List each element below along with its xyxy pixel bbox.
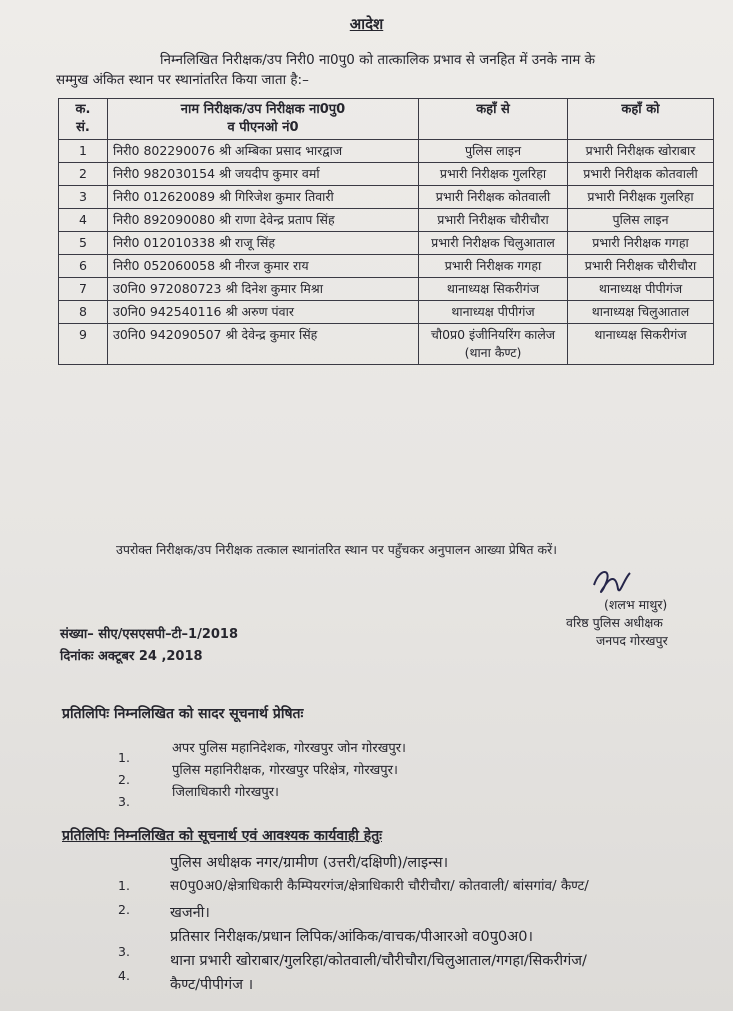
copy2-line-2: स0पु0अ0/क्षेत्राधिकारी कैम्पियरगंज/क्षेत्राधिकारी चौरीचौरा/ कोतवाली/ बांसगांव/ कैण्ट/ (170, 878, 589, 894)
copy2-line-5: थाना प्रभारी खोराबार/गुलरिहा/कोतवाली/चौरीचौरा/चिलुआताल/गगहा/सिकरीगंज/ (170, 953, 587, 969)
row-from-posting: थानाध्यक्ष सिकरीगंज (419, 278, 568, 301)
signatory-name: (शलभ माथुर) (604, 597, 668, 612)
header-name-line-1: नाम निरीक्षक/उप निरीक्षक ना0पु0 (180, 102, 346, 117)
row-officer-name: निरी0 012620089 श्री गिरिजेश कुमार तिवारी (108, 186, 419, 209)
row-from-posting: प्रभारी निरीक्षक कोतवाली (419, 186, 568, 209)
header-to: कहाँ को (568, 99, 714, 140)
row-serial: 8 (59, 301, 108, 324)
row-from-posting: चौ0प्र0 इंजीनियरिंग कालेज (थाना कैण्ट) (419, 324, 568, 365)
row-to-posting: प्रभारी निरीक्षक गुलरिहा (568, 186, 714, 209)
row-to-posting: प्रभारी निरीक्षक कोतवाली (568, 163, 714, 186)
copy-heading-action: प्रतिलिपिः निम्नलिखित को सूचनार्थ एवं आवश्यक कार्यवाही हेतुः (62, 828, 382, 844)
row-officer-name: निरी0 982030154 श्री जयदीप कुमार वर्मा (108, 163, 419, 186)
row-from-posting: प्रभारी निरीक्षक गुलरिहा (419, 163, 568, 186)
reference-date: दिनांकः अक्टूबर 24 ,2018 (60, 649, 203, 664)
row-to-posting: थानाध्यक्ष सिकरीगंज (568, 324, 714, 365)
row-officer-name: निरी0 012010338 श्री राजू सिंह (108, 232, 419, 255)
table-row (59, 163, 714, 186)
row-from-posting: पुलिस लाइन (419, 140, 568, 163)
table-row (59, 324, 714, 365)
signatory-district: जनपद गोरखपुर (596, 633, 668, 648)
row-serial: 6 (59, 255, 108, 278)
header-serial (59, 99, 108, 140)
header-name-line-2: व पीएनओ नं0 (227, 120, 299, 135)
copy1-item-3: जिलाधिकारी गोरखपुर। (172, 785, 279, 800)
row-serial: 5 (59, 232, 108, 255)
intro-line-2: सम्मुख अंकित स्थान पर स्थानांतरित किया जाता है:– (56, 72, 309, 88)
row-from-posting: प्रभारी निरीक्षक गगहा (419, 255, 568, 278)
row-officer-name: निरी0 892090080 श्री राणा देवेन्द्र प्रताप सिंह (108, 209, 419, 232)
copy2-line-6: कैण्ट/पीपीगंज । (170, 977, 254, 993)
copy1-number-1: 1. (118, 750, 130, 765)
row-officer-name: उ0नि0 942090507 श्री देवेन्द्र कुमार सिंह (108, 324, 419, 365)
row-serial: 9 (59, 324, 108, 365)
copy2-line-1: पुलिस अधीक्षक नगर/ग्रामीण (उत्तरी/दक्षिणी)/लाइन्स। (170, 855, 449, 871)
row-to-posting: पुलिस लाइन (568, 209, 714, 232)
table-row (59, 301, 714, 324)
header-name (108, 99, 419, 140)
copy2-line-4: प्रतिसार निरीक्षक/प्रधान लिपिक/आंकिक/वाचक/पीआरओ व0पु0अ0। (170, 929, 533, 945)
copy1-item-1: अपर पुलिस महानिदेशक, गोरखपुर जोन गोरखपुर। (172, 741, 406, 756)
row-officer-name: निरी0 052060058 श्री नीरज कुमार राय (108, 255, 419, 278)
row-serial: 3 (59, 186, 108, 209)
reference-number: संख्या– सीए/एसएसपी–टी–1/2018 (60, 627, 239, 642)
document-title: आदेश (349, 15, 384, 33)
row-to-posting: थानाध्यक्ष चिलुआताल (568, 301, 714, 324)
row-serial: 7 (59, 278, 108, 301)
row-to-posting: प्रभारी निरीक्षक खोराबार (568, 140, 714, 163)
copy2-line-3: खजनी। (170, 905, 210, 921)
copy2-number-3: 3. (118, 944, 130, 959)
table-row (59, 140, 714, 163)
transfer-table (58, 98, 714, 365)
row-officer-name: उ0नि0 972080723 श्री दिनेश कुमार मिश्रा (108, 278, 419, 301)
row-serial: 1 (59, 140, 108, 163)
row-from-posting: प्रभारी निरीक्षक चिलुआताल (419, 232, 568, 255)
header-from: कहाँ से (419, 99, 568, 140)
row-to-posting: थानाध्यक्ष पीपीगंज (568, 278, 714, 301)
copy1-number-3: 3. (118, 794, 130, 809)
compliance-instruction: उपरोक्त निरीक्षक/उप निरीक्षक तत्काल स्थानांतरित स्थान पर पहुँचकर अनुपालन आख्या प्रेषित करें। (116, 542, 557, 557)
copy-heading-information: प्रतिलिपिः निम्नलिखित को सादर सूचनार्थ प्रेषितः (62, 706, 304, 722)
table-row (59, 255, 714, 278)
row-from-posting: थानाध्यक्ष पीपीगंज (419, 301, 568, 324)
copy2-number-2: 2. (118, 902, 130, 917)
table-row (59, 278, 714, 301)
row-serial: 2 (59, 163, 108, 186)
copy1-item-2: पुलिस महानिरीक्षक, गोरखपुर परिक्षेत्र, गोरखपुर। (172, 763, 398, 778)
header-serial-line-2: सं. (76, 120, 90, 135)
table-row (59, 209, 714, 232)
table-header-row (59, 99, 714, 140)
intro-line-1: निम्नलिखित निरीक्षक/उप निरी0 ना0पु0 को तात्कालिक प्रभाव से जनहित में उनके नाम के (160, 52, 596, 68)
table-row (59, 186, 714, 209)
copy2-number-4: 4. (118, 968, 130, 983)
row-to-posting: प्रभारी निरीक्षक गगहा (568, 232, 714, 255)
copy1-number-2: 2. (118, 772, 130, 787)
copy2-number-1: 1. (118, 878, 130, 893)
signatory-designation: वरिष्ठ पुलिस अधीक्षक (566, 615, 663, 630)
row-officer-name: उ0नि0 942540116 श्री अरुण पंवार (108, 301, 419, 324)
row-officer-name: निरी0 802290076 श्री अम्बिका प्रसाद भारद्वाज (108, 140, 419, 163)
row-serial: 4 (59, 209, 108, 232)
row-from-posting: प्रभारी निरीक्षक चौरीचौरा (419, 209, 568, 232)
table-row (59, 232, 714, 255)
row-to-posting: प्रभारी निरीक्षक चौरीचौरा (568, 255, 714, 278)
header-serial-line-1: क. (75, 102, 91, 117)
